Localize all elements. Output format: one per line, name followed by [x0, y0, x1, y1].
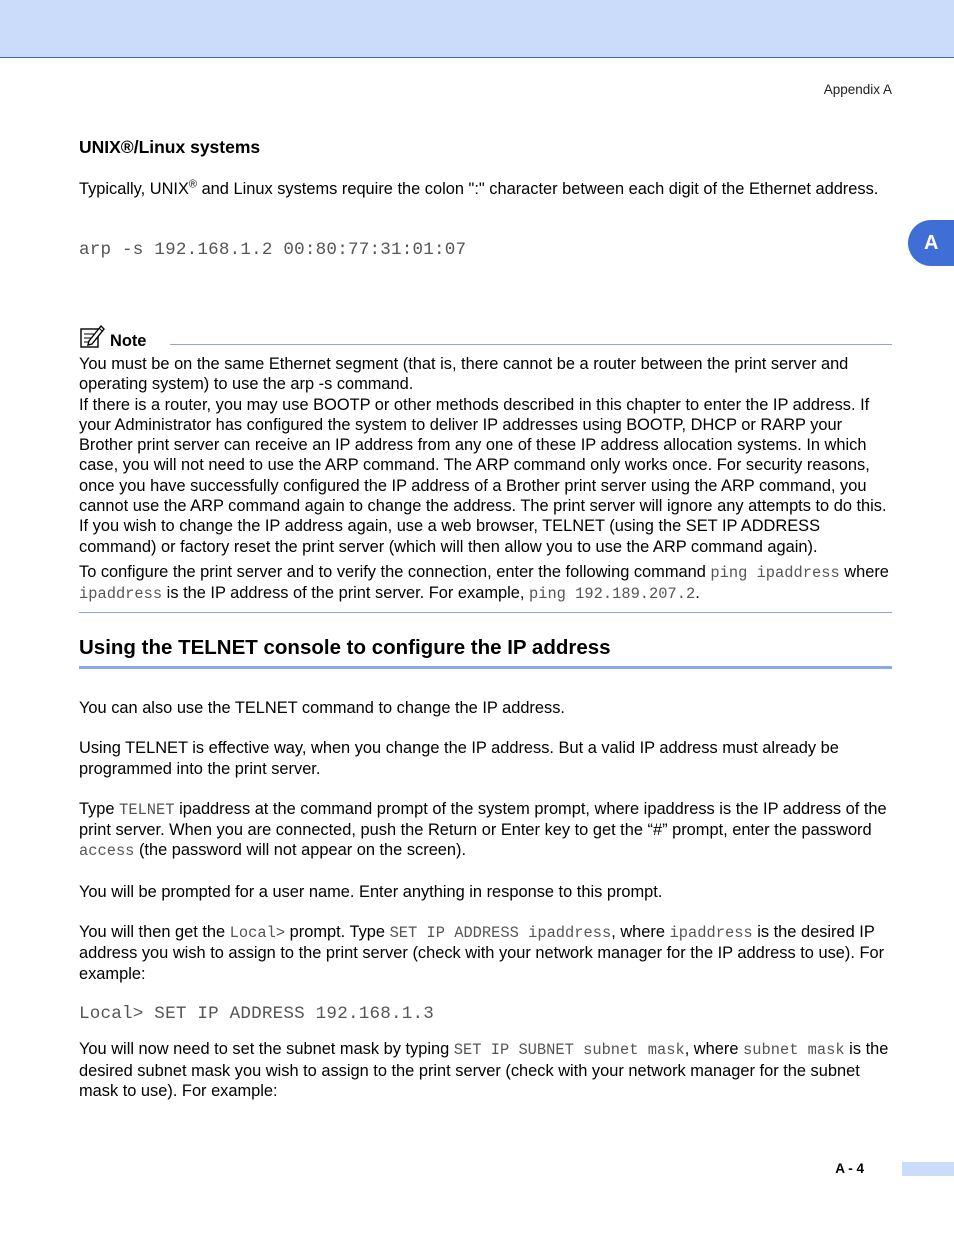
text-run: Typically, UNIX [79, 180, 189, 198]
code-ipaddress: ipaddress [79, 585, 163, 604]
note-title: Note [110, 332, 147, 350]
text-run: You will then get the [79, 923, 230, 942]
text-run: is the desired IP address you wish to assign to the print server (check with your network manager for the IP address to use). For example: [79, 923, 885, 983]
code-ipaddress: ipaddress [669, 924, 753, 943]
text-run: is the IP address of the print server. For example, [162, 584, 529, 603]
header-band [0, 0, 954, 58]
set-ip-command: Local> SET IP ADDRESS 192.168.1.3 [79, 1003, 435, 1024]
text-run: , where [684, 1040, 744, 1059]
telnet-paragraph-3 [79, 799, 893, 862]
note-paragraph-2: If there is a router, you may use BOOTP or other methods described in this chapter to enter the IP address. If your Administrator has configured the system to deliver IP addresses using BOOTP, DHCP or RARP your Brother print server can receive an IP address from any one of these IP address allocation systems. In which case, you will not need to use the ARP command. The ARP command only works once. For security reasons, once you have successfully configured the IP address of a Brother print server using the ARP command, you cannot use the ARP command again to change the address. The print server will ignore any attempts to do this. If you wish to change the IP address again, use a web browser, TELNET (using the SET IP ADDRESS command) or factory reset the print server (which will then allow you to use the ARP command again). [79, 395, 887, 556]
code-local-prompt: Local> [229, 924, 286, 943]
note-body [79, 354, 893, 605]
note-paragraph-3 [79, 562, 893, 605]
telnet-paragraph-1: You can also use the TELNET command to change the IP address. [79, 699, 565, 717]
text-run: and Linux systems require the colon ":" character between each digit of the Ethernet address. [197, 180, 879, 198]
section-heading-unix: UNIX®/Linux systems [79, 137, 261, 157]
code-set-ip-address: SET IP ADDRESS ipaddress [389, 924, 612, 943]
section-heading-telnet: Using the TELNET console to configure the IP address [79, 636, 611, 659]
text-run: , where [611, 923, 670, 942]
code-ping-ipaddress: ping ipaddress [710, 563, 840, 582]
telnet-paragraph-2: Using TELNET is effective way, when you change the IP address. But a valid IP address must already be programmed into the print server. [79, 739, 839, 778]
text-run: To configure the print server and to verify the connection, enter the following command [79, 562, 711, 581]
telnet-paragraph-5 [79, 922, 893, 984]
registered-mark: ® [188, 178, 198, 191]
running-header: Appendix A [823, 82, 892, 97]
text-run: (the password will not appear on the screen). [134, 841, 467, 860]
note-pencil-icon [79, 323, 105, 349]
arp-command-block [79, 240, 893, 260]
telnet-body [79, 698, 893, 1101]
heading-rule [79, 666, 892, 669]
code-set-ip-subnet: SET IP SUBNET subnet mask [453, 1041, 685, 1060]
telnet-section-header [79, 638, 893, 658]
unix-section [79, 137, 893, 157]
note-paragraph-1: You must be on the same Ethernet segment (that is, there cannot be a router between the print server and operating system) to use the arp -s command. [79, 355, 849, 394]
text-run: is the desired subnet mask you wish to assign to the print server (check with your network manager for the subnet mask to use). For example: [79, 1040, 889, 1100]
unix-intro-paragraph [79, 179, 893, 199]
text-run: ipaddress at the command prompt of the system prompt, where ipaddress is the IP address of the print server. When you are connected, push the Return or Enter key to get the “#” prompt, enter the password [79, 799, 887, 840]
telnet-paragraph-6 [79, 1039, 893, 1101]
note-rule-bottom [79, 612, 892, 613]
note-rule-top [170, 344, 892, 345]
code-ping-example: ping 192.189.207.2 [528, 585, 696, 604]
footer-bar [902, 1162, 954, 1176]
text-run: You will now need to set the subnet mask by typing [79, 1040, 454, 1059]
unix-intro [79, 179, 893, 199]
appendix-side-tab: A [908, 220, 954, 266]
text-run: prompt. Type [285, 923, 390, 942]
code-access: access [79, 842, 135, 861]
telnet-paragraph-4: You will be prompted for a user name. Enter anything in response to this prompt. [79, 882, 663, 901]
text-run: Type [79, 799, 120, 818]
arp-command: arp -s 192.168.1.2 00:80:77:31:01:07 [79, 240, 467, 260]
code-subnet-mask: subnet mask [743, 1041, 845, 1060]
text-run: . [695, 584, 700, 603]
page-number: A - 4 [835, 1161, 864, 1176]
code-telnet: TELNET [119, 800, 175, 819]
text-run: where [839, 562, 889, 581]
